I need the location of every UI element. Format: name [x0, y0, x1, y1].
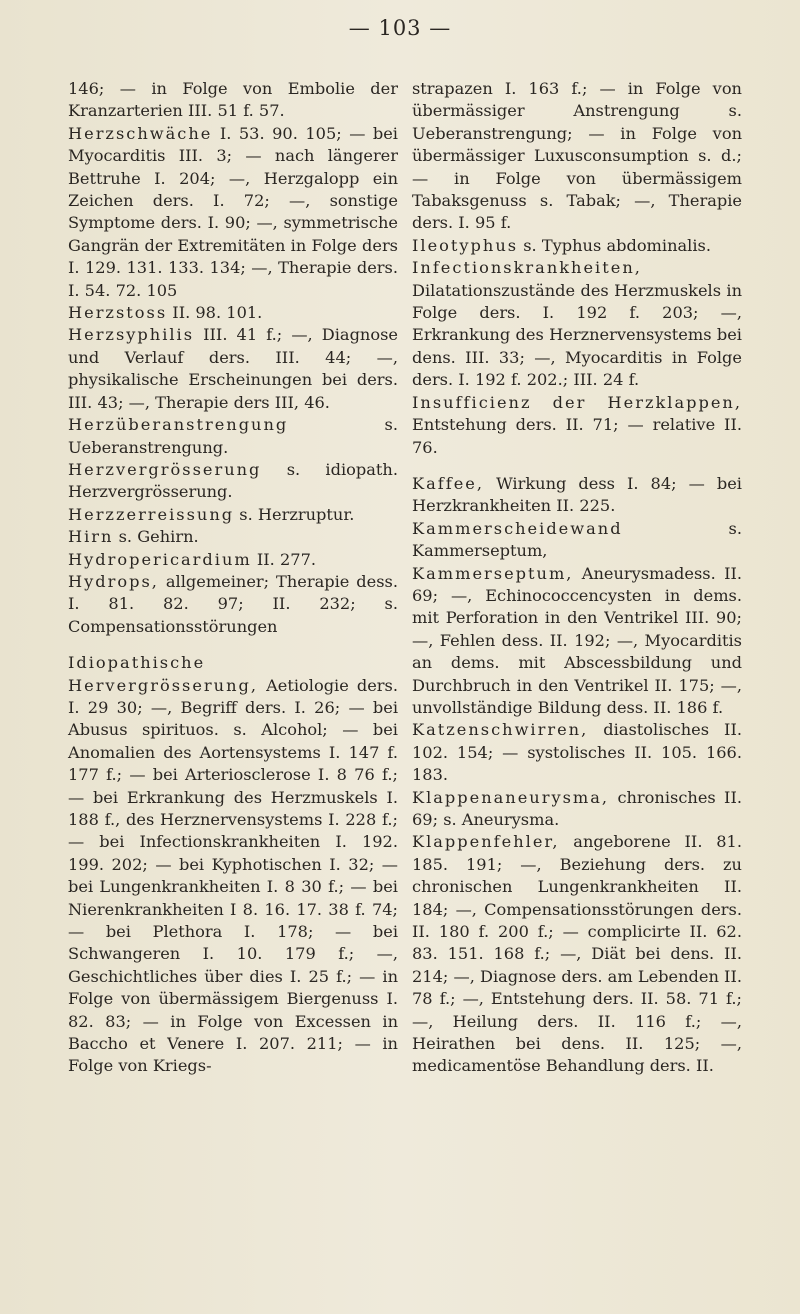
index-entry	[412, 392, 742, 459]
index-entry	[68, 324, 398, 414]
entry-text: 146; — in Folge von Embolie der Kranzarterien III. 51 f. 57.	[68, 79, 398, 121]
entry-text: s. Herzruptur.	[239, 504, 355, 524]
entry-text: Wirkung dess I. 84; — bei Herzkrankheiten II. 225.	[412, 473, 742, 516]
entry-text: strapazen I. 163 f.; — in Folge von übermässiger Anstrengung s. Ueberanstrengung; — in Folge von übermässiger Luxusconsumption s. d.; — in Folge von übermässigem Tabaksgenuss s. Tabak; —, Therapie ders. I. 95 f.	[412, 79, 742, 233]
index-entry	[412, 831, 742, 1077]
entry-term: Herzschwäche	[68, 123, 213, 143]
entry-term: Hirn	[68, 527, 114, 547]
entry-term: Ileotyphus	[412, 235, 519, 255]
entry-term: Idiopathische Hervergrösserung,	[68, 653, 259, 695]
index-entry	[68, 549, 398, 571]
index-entry	[412, 473, 742, 518]
index-entry	[412, 518, 742, 563]
page-number: — 103 —	[348, 16, 452, 40]
entry-term: Hydrops,	[68, 571, 159, 591]
entry-text: Entstehung ders. II. 71; — relative II. 76.	[412, 415, 742, 457]
index-entry	[68, 414, 398, 459]
entry-text: II. 277.	[256, 549, 317, 569]
index-column-left	[68, 78, 398, 1078]
index-entry	[68, 526, 398, 548]
entry-text: II. 98. 101.	[172, 303, 263, 323]
entry-text: diastolisches II. 102. 154; — systolisches II. 105. 166. 183.	[412, 720, 742, 785]
entry-text: Aneurysmadess. II. 69; —, Echinococcencysten in dems. mit Perforation in den Ventrikel III. 90; —, Fehlen dess. II. 192; —, Myocarditis an dems. mit Abscessbildung und Durchbruch in den Ventrikel II. 175; —, unvollständige Bildung dess. II. 186 f.	[412, 563, 742, 717]
entry-text: allgemeiner; Therapie dess. I. 81. 82. 97; II. 232; s. Compensationsstörungen	[68, 571, 398, 636]
entry-text: Aetiologie ders. I. 29 30; —, Begriff ders. I. 26; — bei Abusus spirituos. s. Alcohol; — bei Anomalien des Aortensystems I. 147 f. 177 f.; — bei Arteriosclerose I. 8 76 f.; — bei Erkrankung des Herzmuskels I. 188 f., des Herznervensystems I. 228 f.; — bei Infectionskrankheiten I. 192. 199. 202; — bei Kyphotischen I. 32; — bei Lungenkrankheiten I. 8 30 f.; — bei Nierenkrankheiten I 8. 16. 17. 38 f. 74; — bei Plethora I. 178; — bei Schwangeren I. 10. 179 f.; —, Geschichtliches über dies I. 25 f.; — in Folge von übermässigem Biergenuss I. 82. 83; — in Folge von Excessen in Baccho et Venere I. 207. 211; — in Folge von Kriegs-	[68, 675, 398, 1076]
entry-term: Kammerscheidewand	[412, 518, 623, 538]
entry-term: Herzüberanstrengung	[68, 415, 289, 435]
index-column-right	[412, 78, 742, 1078]
entry-text: s. idiopath. Herzvergrösserung.	[68, 459, 398, 502]
entry-term: Klappenfehler,	[412, 832, 560, 852]
index-entry	[412, 78, 742, 235]
entry-text: s. Gehirn.	[118, 527, 199, 547]
index-entry	[68, 123, 398, 302]
entry-term: Herzzerreissung	[68, 504, 235, 524]
entry-text: I. 53. 90. 105; — bei Myocarditis III. 3; — nach längerer Bettruhe I. 204; —, Herzgalopp ein Zeichen ders. I. 72; —, sonstige Symptome ders. I. 90; —, symmetrische Gangrän der Extremitäten in Folge ders I. 129. 131. 133. 134; —, Therapie ders. I. 54. 72. 105	[68, 123, 398, 300]
index-entry	[412, 719, 742, 786]
index-entry	[68, 504, 398, 526]
entry-term: Insufficienz der Herzklappen,	[412, 392, 742, 412]
index-entry	[412, 257, 742, 391]
entry-text: III. 41 f.; —, Diagnose und Verlauf ders. III. 44; —, physikalische Erscheinungen bei ders. III. 43; —, Therapie ders III, 46.	[68, 325, 398, 412]
entry-text: angeborene II. 81. 185. 191; —, Beziehung ders. zu chronischen Lungenkrankheiten II. 184; —, Compensationsstörungen ders. II. 180 f. 200 f.; — complicirte II. 62. 83. 151. 168 f.; —, Diät bei dens. II. 214; —, Diagnose ders. am Lebenden II. 78 f.; —, Entstehung ders. II. 58. 71 f.; —, Heilung ders. II. 116 f.; —, Heirathen bei dens. II. 125; —, medicamentöse Behandlung ders. II.	[412, 832, 742, 1076]
entry-text: Dilatationszustände des Herzmuskels in Folge ders. I. 192 f. 203; —, Erkrankung des Herznervensystems bei dens. III. 33; —, Myocarditis in Folge ders. I. 192 f. 202.; III. 24 f.	[412, 280, 742, 390]
entry-text: s. Typhus abdominalis.	[523, 235, 711, 255]
entry-text: s. Ueberanstrengung.	[68, 415, 398, 457]
entry-term: Kaffee,	[412, 473, 485, 493]
entry-term: Kammerseptum,	[412, 563, 574, 583]
entry-term: Klappenaneurysma,	[412, 787, 610, 807]
index-entry	[412, 235, 742, 257]
entry-term: Infectionskrankheiten,	[412, 258, 642, 278]
entry-term: Herzvergrösserung	[68, 459, 262, 479]
index-entry	[412, 787, 742, 832]
entry-term: Katzenschwirren,	[412, 720, 589, 740]
entry-term: Hydropericardium	[68, 549, 252, 569]
index-entry	[68, 652, 398, 1078]
index-entry	[412, 563, 742, 720]
index-entry	[68, 571, 398, 638]
entry-term: Herzsyphilis	[68, 325, 195, 345]
entry-term: Herzstoss	[68, 303, 168, 323]
index-entry	[68, 459, 398, 504]
entry-text: s. Kammerseptum,	[412, 518, 742, 561]
index-entry	[68, 302, 398, 324]
index-entry	[68, 78, 398, 123]
entry-text: chronisches II. 69; s. Aneurysma.	[412, 787, 742, 829]
